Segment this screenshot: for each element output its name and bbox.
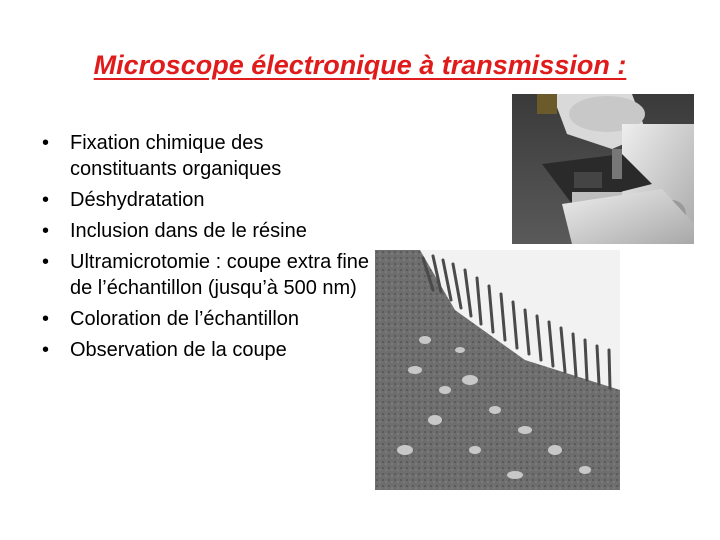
tem-micrograph-image: [375, 250, 620, 515]
bullet-icon: •: [42, 132, 50, 154]
ultramicrotome-image: [512, 94, 694, 244]
bullet-icon: •: [42, 251, 50, 273]
bullet-item: [40, 306, 370, 332]
bullet-text: Observation de la coupe: [70, 339, 287, 361]
bullet-text: Coloration de l’échantillon: [70, 308, 300, 330]
bullet-item: [40, 187, 370, 213]
bullet-icon: •: [42, 339, 50, 361]
bullet-item: [40, 130, 370, 182]
bullet-text: Déshydratation: [70, 189, 205, 211]
bullet-item: [40, 337, 370, 363]
bullet-text: Fixation chimique des constituants organiques: [70, 132, 282, 180]
tem-micrograph: [375, 250, 620, 515]
bullet-list: [40, 130, 370, 368]
ultramicrotome-photo: [512, 94, 694, 244]
bullet-text: Ultramicrotomie : coupe extra fine de l’échantillon (jusqu’à 500 nm): [70, 251, 370, 299]
bullet-icon: •: [42, 189, 50, 211]
bullet-item: [40, 249, 370, 301]
bullet-icon: •: [42, 220, 50, 242]
bullet-text: Inclusion dans de le résine: [70, 220, 307, 242]
bullet-item: [40, 218, 370, 244]
slide-title: Microscope électronique à transmission :: [93, 50, 627, 80]
bullet-icon: •: [42, 308, 50, 330]
